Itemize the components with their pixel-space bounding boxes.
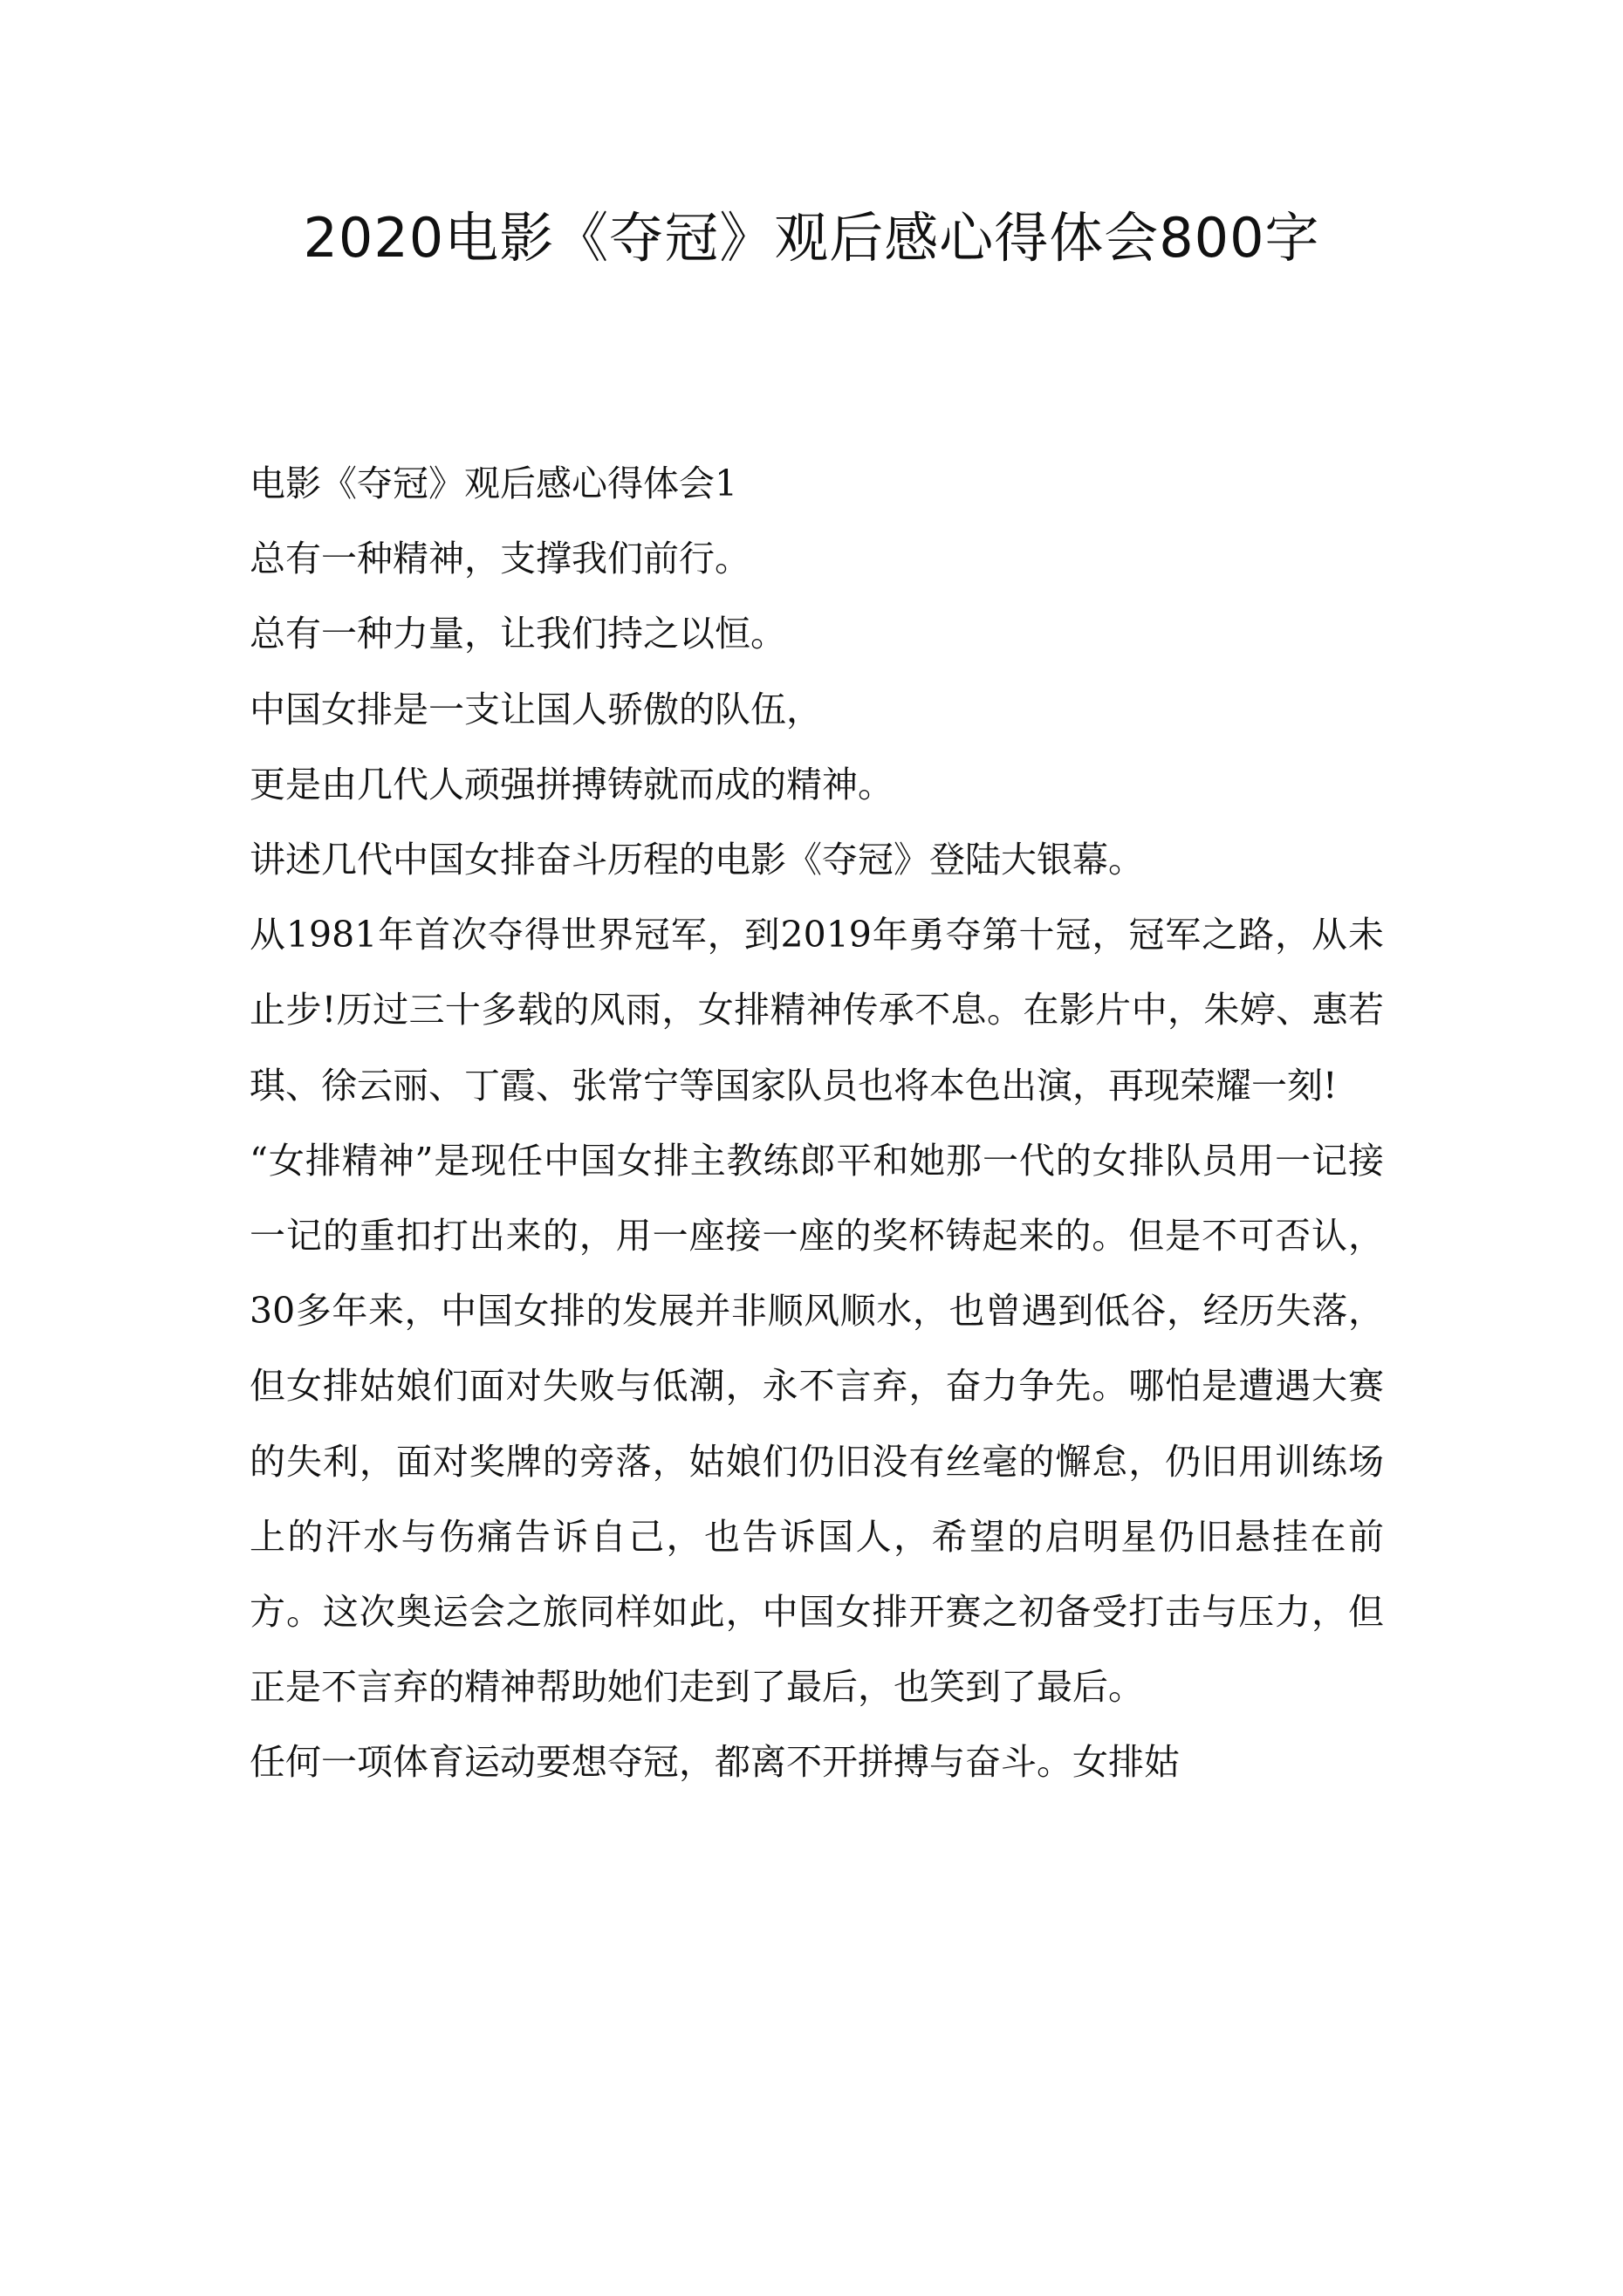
paragraph: 中国女排是一支让国人骄傲的队伍，	[250, 688, 822, 730]
paragraph: 更是由几代人顽强拼搏铸就而成的精神。	[250, 763, 894, 805]
paragraph: 总有一种精神，支撑我们前行。	[250, 538, 750, 580]
paragraph: 总有一种力量，让我们持之以恒。	[250, 613, 786, 655]
paragraph-subtitle: 电影《夺冠》观后感心得体会1	[250, 463, 738, 504]
paragraph: 从1981年首次夺得世界冠军，到2019年勇夺第十冠，冠军之路，从未止步!历过三十多载的风雨，女排精神传承不息。在影片中，朱婷、惠若琪、徐云丽、丁霞、张常宁等国家队员也将本色出演，再现荣耀一刻!	[250, 914, 1384, 1107]
document-body	[250, 446, 1384, 1800]
paragraph: 任何一项体育运动要想夺冠，都离不开拼搏与奋斗。女排姑	[250, 1741, 1180, 1784]
paragraph: “女排精神”是现任中国女排主教练郎平和她那一代的女排队员用一记接一记的重扣打出来的，用一座接一座的奖杯铸起来的。但是不可否认，30多年来，中国女排的发展并非顺风顺水，也曾遇到低谷，经历失落，但女排姑娘们面对失败与低潮，永不言弃，奋力争先。哪怕是遭遇大赛的失利，面对奖牌的旁落，姑娘们仍旧没有丝毫的懈怠，仍旧用训练场上的汗水与伤痛告诉自己，也告诉国人，希望的启明星仍旧悬挂在前方。这次奥运会之旅同样如此，中国女排开赛之初备受打击与压力，但正是不言弃的精神帮助她们走到了最后，也笑到了最后。	[250, 1139, 1384, 1709]
paragraph: 讲述几代中国女排奋斗历程的电影《夺冠》登陆大银幕。	[250, 839, 1144, 881]
document-title: 2020电影《夺冠》观后感心得体会800字	[303, 206, 1320, 270]
